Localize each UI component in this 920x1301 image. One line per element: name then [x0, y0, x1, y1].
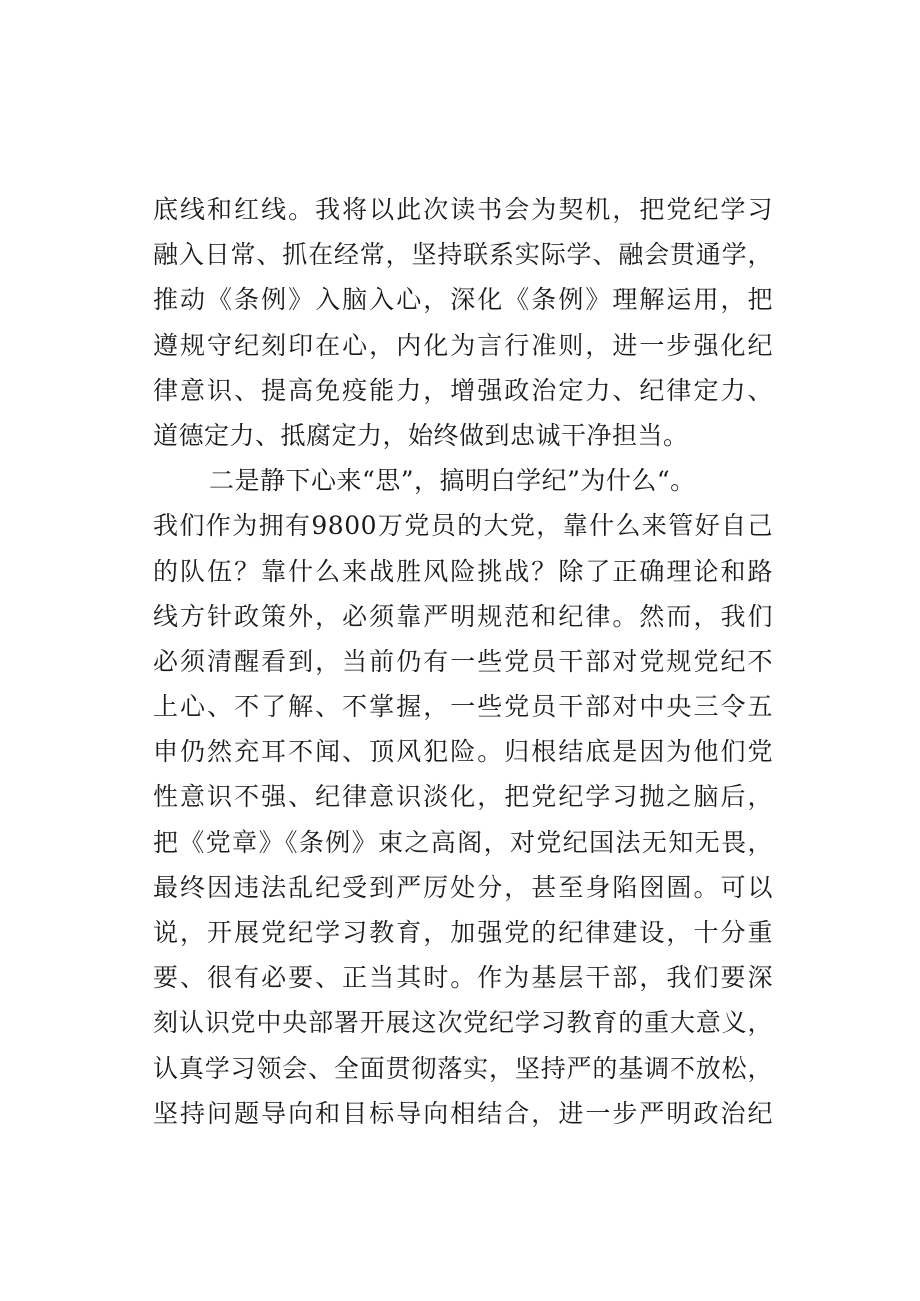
text-line: 说，开展党纪学习教育，加强党的纪律建设，十分重 — [153, 918, 773, 947]
text-line: 必须清醒看到，当前仍有一些党员干部对党规党纪不 — [153, 646, 773, 676]
text-line: 底线和红线。我将以此次读书会为契机，把党纪学习 — [153, 195, 773, 224]
text-line: 推动《条例》入脑入心，深化《条例》理解运用，把 — [153, 285, 773, 315]
text-line: 融入日常、抓在经常，坚持联系实际学、融会贯通学， — [153, 240, 773, 270]
text-line: 刻认识党中央部署开展这次党纪学习教育的重大意义， — [153, 1008, 773, 1038]
text-line: 要、很有必要、正当其时。作为基层干部，我们要深 — [153, 963, 773, 993]
text-line: 的队伍？靠什么来战胜风险挑战？除了正确理论和路 — [153, 556, 773, 586]
text-line: 道德定力、抵腐定力，始终做到忠诚干净担当。 — [153, 420, 689, 450]
text-line: 线方针政策外，必须靠严明规范和纪律。然而，我们 — [153, 601, 773, 631]
text-line: 律意识、提高免疫能力，增强政治定力、纪律定力、 — [153, 375, 773, 405]
text-line: 认真学习领会、全面贯彻落实，坚持严的基调不放松， — [153, 1053, 773, 1083]
body-text — [153, 187, 773, 1136]
text-line: 把《党章》《条例》束之高阁，对党纪国法无知无畏， — [153, 827, 773, 857]
text-line: 坚持问题导向和目标导向相结合，进一步严明政治纪 — [153, 1098, 773, 1128]
text-line: 我们作为拥有9800万党员的大党，靠什么来管好自己 — [153, 511, 773, 541]
text-line: 上心、不了解、不掌握，一些党员干部对中央三令五 — [153, 692, 773, 722]
text-line: 最终因违法乱纪受到严厉处分，甚至身陷囹圄。可以 — [153, 872, 773, 902]
text-line: 性意识不强、纪律意识淡化，把党纪学习抛之脑后， — [153, 782, 773, 812]
text-line: 申仍然充耳不闻、顶风犯险。归根结底是因为他们党 — [153, 737, 773, 767]
text-line: 遵规守纪刻印在心，内化为言行准则，进一步强化纪 — [153, 330, 773, 360]
paragraph-start-line: 二是静下心来“思”，搞明白学纪”为什么“。 — [209, 466, 696, 496]
